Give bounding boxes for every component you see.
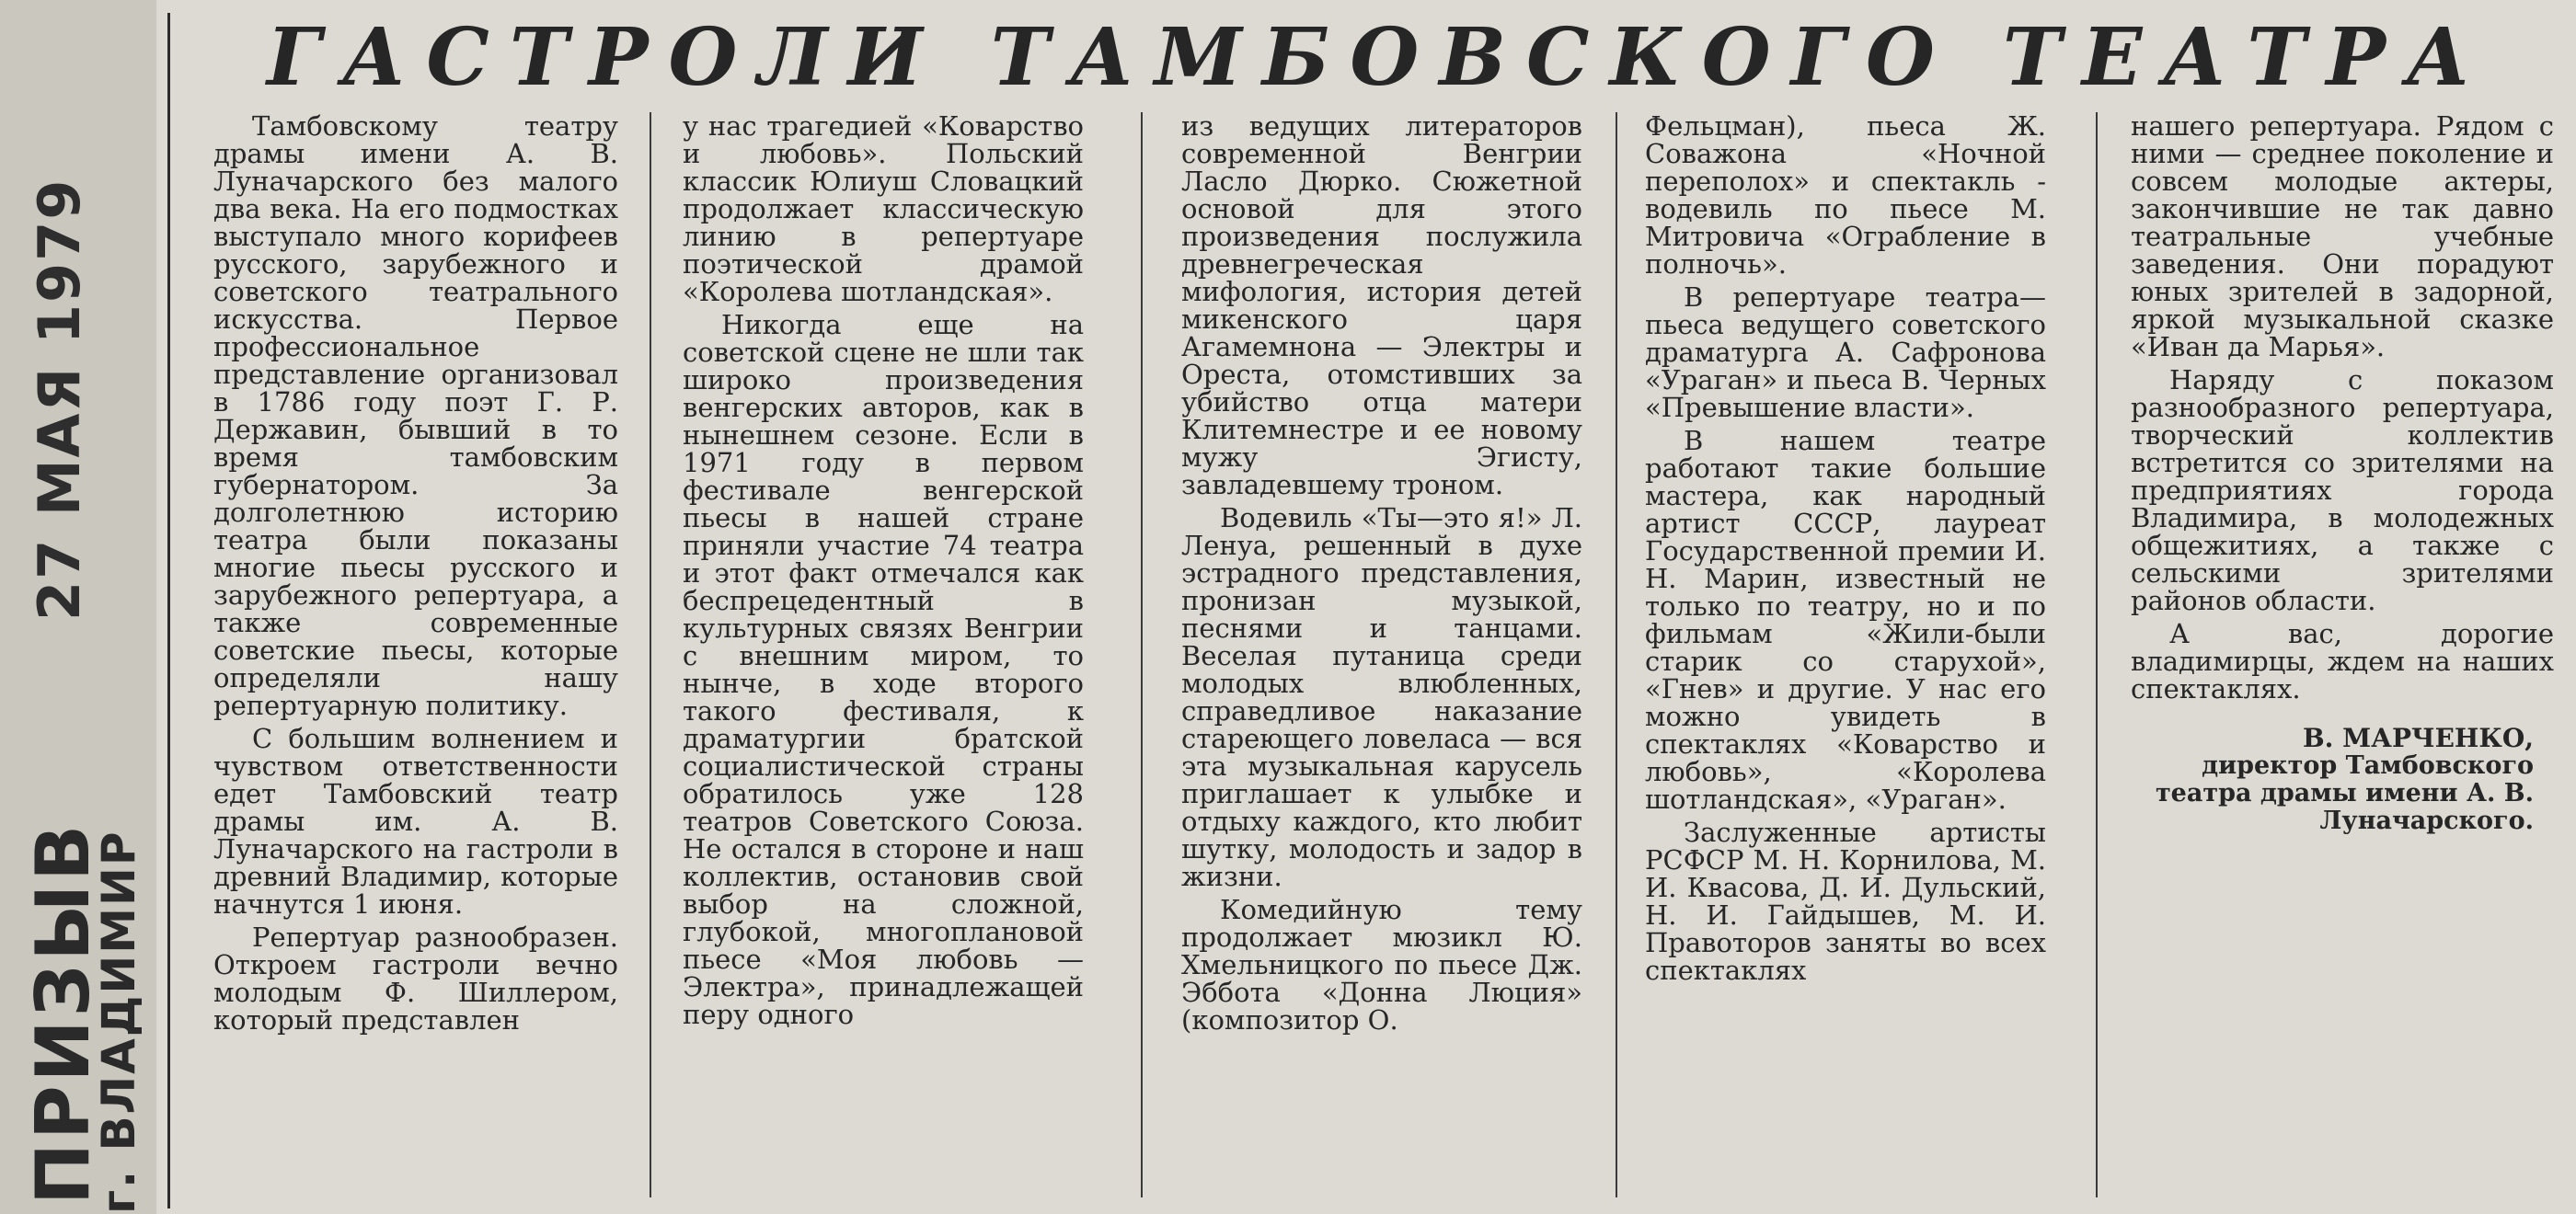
article-headline: ГАСТРОЛИ ТАМБОВСКОГО ТЕАТРА [267, 11, 2491, 104]
article-column-1 [213, 112, 618, 1197]
paragraph: В репертуаре театра— пьеса ведущего советского драматурга А. Сафронова «Ураган» и пьеса В. Черных «Превышение власти». [1645, 281, 2046, 423]
newspaper-name-text: ПРИЗЫВ [20, 820, 106, 1205]
paragraph: Репертуар разнообразен. Откроем гастроли вечно молодым Ф. Шиллером, который представлен [213, 922, 618, 1036]
paragraph: Тамбовскому театру драмы имени А. В. Луначарского без малого два века. На его подмостках выступало много корифеев русского, зарубежного и советского театрального искусства. Первое профессиональное представление организовал в 1786 году поэт Г. Р. Державин, бывший в то время тамбовским губернатором. За долголетнюю историю театра были показаны многие пьесы русского и зарубежного репертуара, а также современные советские пьесы, которые определяли нашу репертуарную политику. [213, 110, 618, 721]
paragraph: Никогда еще на советской сцене не шли так широко произведения венгерских авторов, как в нынешнем сезоне. Если в 1971 году в первом фестивале венгерской пьесы в нашей стране приняли участие 74 театра и этот факт отмечался как беспрецедентный в культурных связях Венгрии с внешним миром, то нынче, в ходе второго такого фестиваля, к драматургии братской социалистической страны обратилось уже 128 театров Советского Союза. Не остался в стороне и наш коллектив, остановив свой выбор на сложной, глубокой, многоплановой пьесе «Моя любовь — Электра», принадлежащей перу одного [683, 309, 1084, 1030]
article-column-4 [1645, 112, 2046, 1197]
author-role: директор Тамбовского театра драмы имени А. В. Луначарского. [2155, 751, 2534, 835]
article-column-5 [2131, 112, 2554, 1197]
paragraph: у нас трагедией «Коварство и любовь». Польский классик Юлиуш Словацкий продолжает классическую линию в репертуаре поэтической драмой «Королева шотландская». [683, 110, 1084, 307]
paragraph: нашего репертуара. Рядом с ними — среднее поколение и совсем молодые актеры, закончившие не так давно театральные учебные заведения. Они порадуют юных зрителей в задорной, яркой музыкальной сказке «Иван да Марья». [2131, 110, 2554, 362]
paragraph: Водевиль «Ты—это я!» Л. Ленуа, решенный в духе эстрадного представления, пронизан музыкой, песнями и танцами. Веселая путаница среди молодых влюбленных, справедливое наказание стареющего ловеласа — вся эта музыкальная карусель приглашает к улыбке и отдыху каждого, кто любит шутку, молодость и задор в жизни. [1181, 502, 1582, 892]
date-stamp-text: 27 МАЯ 1979 [26, 178, 93, 621]
paragraph: Комедийную тему продолжает мюзикл Ю. Хмельницкого по пьесе Дж. Эббота «Донна Люция» (композитор О. [1181, 894, 1582, 1036]
author-name: В. МАРЧЕНКО, [2303, 723, 2534, 753]
paragraph: Заслуженные артисты РСФСР М. Н. Корнилова, М. И. Квасова, Д. И. Дульский, Н. И. Гайдышев, М. И. Правоторов заняты во всех спектаклях [1645, 817, 2046, 986]
article-body [0, 112, 2576, 1197]
paragraph: Наряду с показом разнообразного репертуара, творческий коллектив встретится со зрителями на предприятиях города Владимира, в молодежных общежитиях, а также с сельскими зрителями районов области. [2131, 364, 2554, 616]
paragraph: С большим волнением и чувством ответственности едет Тамбовский театр драмы им. А. В. Луначарского на гастроли в древний Владимир, которые начнутся 1 июня. [213, 723, 618, 920]
city-stamp-text: г. ВЛАДИМИР [92, 830, 145, 1214]
article-column-3 [1181, 112, 1582, 1197]
paragraph: Фельцман), пьеса Ж. Соважона «Ночной переполох» и спектакль - водевиль по пьесе М. Митровича «Ограбление в полночь». [1645, 110, 2046, 280]
article-column-2 [683, 112, 1084, 1197]
paragraph: А вас, дорогие владимирцы, ждем на наших спектаклях. [2131, 618, 2554, 704]
paragraph: В нашем театре работают такие большие мастера, как народный артист СССР, лауреат Государственной премии И. Н. Марин, известный не только по театру, но и по фильмам «Жили-были старик со старухой», «Гнев» и другие. У нас его можно увидеть в спектаклях «Коварство и любовь», «Королева шотландская», «Ураган». [1645, 425, 2046, 815]
author-signature [2131, 725, 2554, 835]
paragraph: из ведущих литераторов современной Венгрии Ласло Дюрко. Сюжетной основой для этого произведения послужила древнегреческая мифология, история детей микенского царя Агамемнона — Электры и Ореста, отомстивших за убийство отца матери Клитемнестре и ее новому мужу Эгисту, завладевшему троном. [1181, 110, 1582, 500]
